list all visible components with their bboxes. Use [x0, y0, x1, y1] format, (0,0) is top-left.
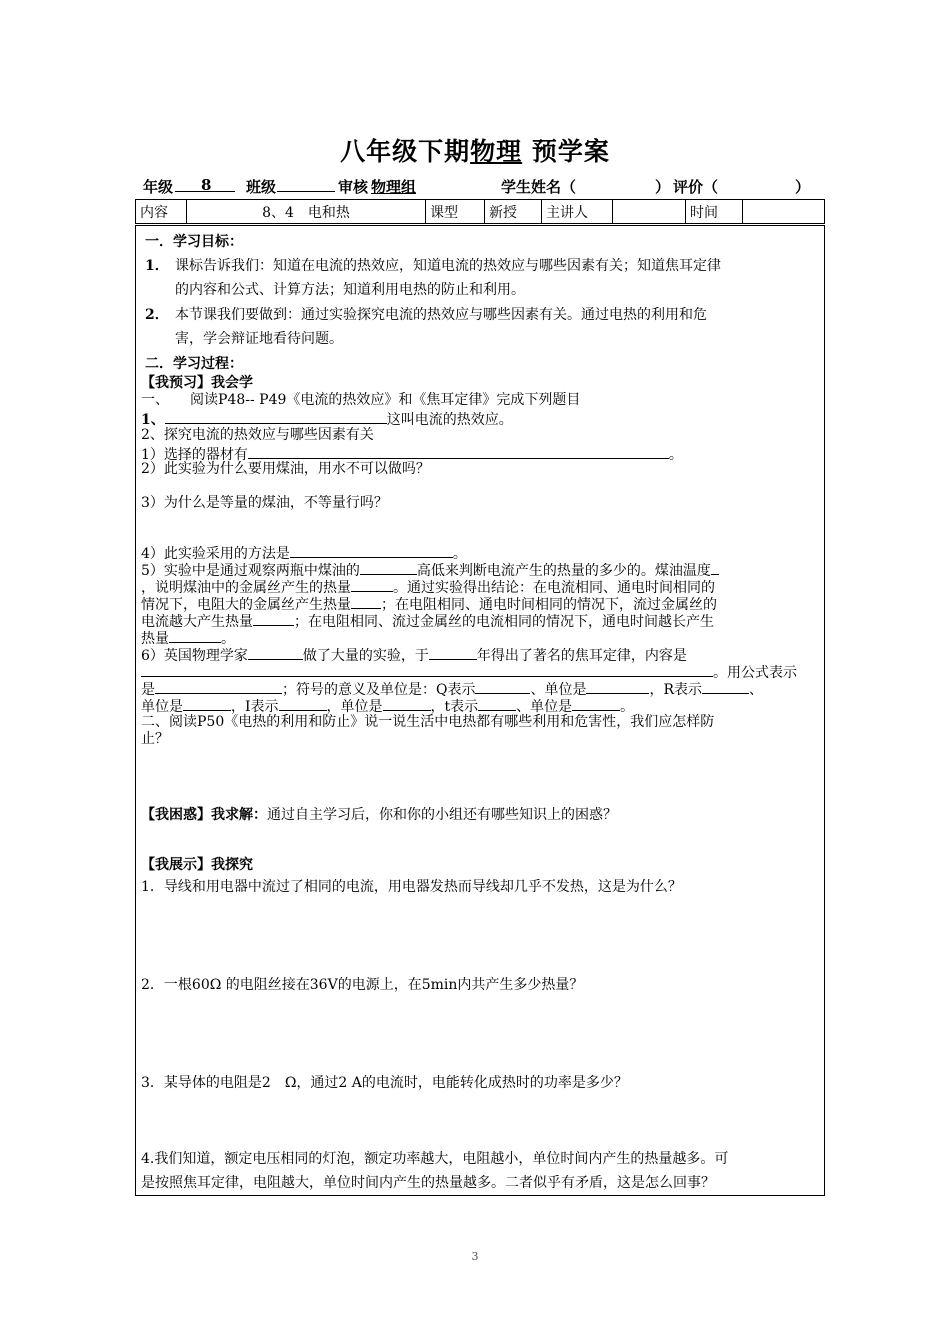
reading-2-line1: 二、阅读P50《电热的利用和防止》说一说生活中电热都有哪些利用和危害性，我们应怎样防 — [141, 714, 715, 730]
class-label: 班级 — [246, 178, 277, 196]
answer-blank[interactable] — [248, 445, 669, 459]
question-2-6-line2: 。用公式表示 — [141, 663, 818, 681]
header-row — [143, 176, 825, 198]
exercise-4-line1: 4.我们知道，额定电压相同的灯泡，额定功率越大，电阻越小，单位时间内产生的热量越多。可 — [141, 1151, 729, 1167]
question-2-1: 1）选择的器材有 。 — [141, 447, 683, 463]
eval-close: ） — [795, 178, 811, 196]
goal-2-line2: 害，学会辩证地看待问题。 — [175, 331, 343, 347]
grade-label: 年级 — [143, 178, 174, 196]
speaker-label: 主讲人 — [542, 200, 613, 224]
page-number: 3 — [471, 1250, 479, 1263]
grade-field[interactable]: 8 — [175, 176, 235, 192]
type-label: 课型 — [426, 200, 485, 224]
answer-blank[interactable] — [253, 612, 294, 626]
question-2-5-line3: 情况下，电阻大的金属丝产生热量 ；在电阻相同、通电时间相同的情况下，流过金属丝的 — [141, 597, 717, 613]
answer-blank[interactable] — [702, 680, 749, 694]
answer-blank[interactable] — [711, 561, 719, 575]
answer-blank[interactable] — [351, 578, 393, 592]
answer-blank[interactable] — [183, 697, 231, 711]
answer-blank[interactable] — [351, 595, 381, 609]
preview-title: 【我预习】我会学 — [141, 375, 253, 391]
answer-blank[interactable] — [478, 697, 516, 711]
answer-blank[interactable] — [155, 680, 282, 694]
answer-blank[interactable] — [572, 697, 620, 711]
answer-blank[interactable] — [141, 663, 713, 677]
doubt-section: 【我困惑】我求解：通过自主学习后，你和你的小组还有哪些知识上的困惑？ — [141, 807, 617, 823]
answer-blank[interactable] — [248, 646, 303, 660]
goal-1-number: 1． — [145, 258, 169, 274]
answer-blank[interactable] — [360, 561, 417, 575]
exercise-3: 3．某导体的电阻是2 Ω，通过2 A的电流时，电能转化成热时的功率是多少？ — [141, 1075, 628, 1091]
answer-blank[interactable] — [383, 697, 431, 711]
eval-label: 评价（ — [673, 178, 719, 196]
reading-2-line2: 止？ — [141, 731, 169, 747]
type-value: 新授 — [485, 200, 542, 224]
question-2-6-line1: 6）英国物理学家 做了大量的实验，于 年得出了著名的焦耳定律，内容是 — [141, 648, 687, 664]
time-field[interactable] — [743, 200, 825, 224]
exercise-2: 2．一根60Ω 的电阻丝接在36V的电源上，在5min内共产生多少热量？ — [141, 977, 584, 993]
doubt-title: 【我困惑】我求解： — [141, 807, 267, 823]
class-field[interactable] — [277, 176, 335, 192]
page-title: 八年级下期物理 预学案 — [340, 137, 610, 166]
time-label: 时间 — [686, 200, 743, 224]
goal-1-line2: 的内容和公式、计算方法；知道利用电热的防止和利用。 — [175, 282, 525, 298]
content-label: 内容 — [136, 200, 187, 224]
section-process-title: 二．学习过程： — [145, 356, 243, 372]
question-2-5-line5: 热量 。 — [141, 631, 235, 647]
title-subject: 物理 — [470, 137, 523, 166]
answer-blank[interactable] — [290, 544, 453, 558]
question-2-3: 3）为什么是等量的煤油，不等量行吗？ — [141, 495, 388, 511]
review-label: 审核 — [338, 178, 369, 196]
question-2-6-line4: 单位是 ，I表示 ，单位是 ，t表示 、单位是 。 — [141, 699, 635, 715]
answer-blank[interactable] — [279, 697, 327, 711]
answer-blank[interactable] — [429, 646, 477, 660]
question-2-5-line1: 5）实验中是通过观察两瓶中煤油的 高低来判断电流产生的热量的多少的。煤油温度 — [141, 561, 719, 579]
exercise-1: 1．导线和用电器中流过了相同的电流，用电器发热而导线却几乎不发热，这是为什么？ — [141, 879, 682, 895]
lesson-meta-table — [135, 199, 825, 224]
speaker-field[interactable] — [613, 200, 686, 224]
answer-blank[interactable] — [165, 410, 387, 424]
content-value: 8、4 电和热 — [187, 200, 426, 224]
goal-1-line1: 课标告诉我们：知道在电流的热效应，知道电流的热效应与哪些因素有关；知道焦耳定律 — [175, 258, 721, 274]
show-title: 【我展示】我探究 — [141, 857, 253, 873]
question-2-4: 4）此实验采用的方法是 。 — [141, 546, 467, 562]
goal-2-number: 2． — [145, 307, 169, 323]
review-value: 物理组 — [371, 178, 417, 196]
answer-blank[interactable] — [475, 680, 530, 694]
student-close: ） — [655, 178, 671, 196]
goal-2-line1: 本节课我们要做到：通过实验探究电流的热效应与哪些因素有关。通过电热的利用和危 — [175, 307, 707, 323]
question-2-5-line4: 电流越大产生热量 ；在电阻相同、流过金属丝的电流相同的情况下，通电时间越长产生 — [141, 614, 714, 630]
section-goals-title: 一．学习目标： — [145, 234, 243, 250]
answer-blank[interactable] — [586, 680, 649, 694]
exercise-4-line2: 是按照焦耳定律，电阻越大，单位时间内产生的热量越多。二者似乎有矛盾，这是怎么回事？ — [141, 1175, 715, 1191]
worksheet-body — [135, 225, 825, 1196]
question-2-2: 2）此实验为什么要用煤油，用水不可以做吗？ — [141, 461, 430, 477]
question-2-5-line2: ，说明煤油中的金属丝产生的热量 。通过实验得出结论：在电流相同、通电时间相同的 — [141, 580, 715, 596]
answer-blank[interactable] — [169, 629, 221, 643]
question-2-6-line3: 是 ；符号的意义及单位是：Q表示 、单位是 ，R表示 、 — [141, 682, 764, 698]
student-label: 学生姓名（ — [501, 178, 577, 196]
question-2: 2、探究电流的热效应与哪些因素有关 — [141, 427, 374, 443]
question-1: 1、 这叫电流的热效应。 — [141, 412, 513, 428]
reading-1: 一、 阅读P48-- P49《电流的热效应》和《焦耳定律》完成下列题目 — [141, 392, 581, 408]
